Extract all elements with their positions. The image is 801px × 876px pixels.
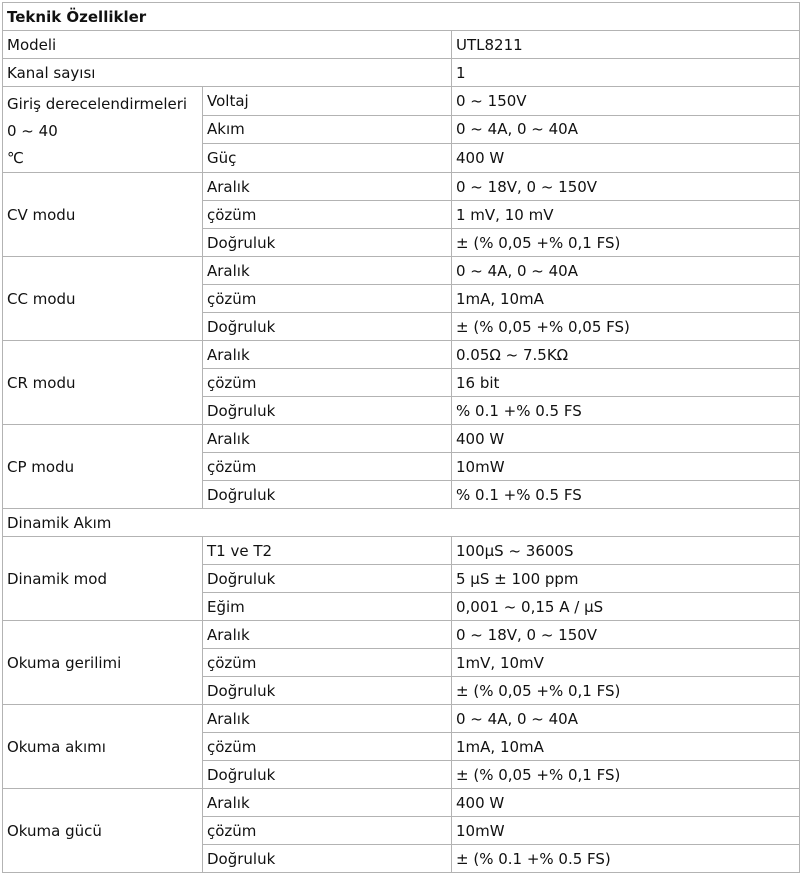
sub-label: Aralık [203, 341, 452, 369]
sub-label: çözüm [203, 201, 452, 229]
table-row [3, 87, 800, 116]
spec-value: 1mA, 10mA [452, 733, 800, 761]
sub-label: Aralık [203, 621, 452, 649]
sub-label: Aralık [203, 425, 452, 453]
spec-value: 1mV, 10mV [452, 649, 800, 677]
read-current-label: Okuma akımı [3, 705, 203, 789]
sub-label: Doğruluk [203, 397, 452, 425]
read-power-label: Okuma gücü [3, 789, 203, 873]
model-row [3, 31, 800, 59]
spec-value: 1 mV, 10 mV [452, 201, 800, 229]
cc-label: CC modu [3, 257, 203, 341]
table-row [3, 705, 800, 733]
title-row [3, 3, 800, 31]
sub-label: Voltaj [203, 87, 452, 116]
read-voltage-label: Okuma gerilimi [3, 621, 203, 705]
spec-value: ± (% 0,05 +% 0,1 FS) [452, 761, 800, 789]
section-row [3, 509, 800, 537]
spec-value: ± (% 0,05 +% 0,1 FS) [452, 229, 800, 257]
channels-value: 1 [452, 59, 800, 87]
spec-value: 0,001 ~ 0,15 A / µS [452, 593, 800, 621]
spec-value: ± (% 0,05 +% 0,1 FS) [452, 677, 800, 705]
sub-label: Doğruluk [203, 229, 452, 257]
sub-label: Eğim [203, 593, 452, 621]
sub-label: Aralık [203, 789, 452, 817]
spec-value: 0 ~ 18V, 0 ~ 150V [452, 173, 800, 201]
sub-label: Doğruluk [203, 565, 452, 593]
cp-label: CP modu [3, 425, 203, 509]
spec-value: 0 ~ 18V, 0 ~ 150V [452, 621, 800, 649]
spec-value: 16 bit [452, 369, 800, 397]
sub-label: Doğruluk [203, 481, 452, 509]
spec-value: 10mW [452, 817, 800, 845]
spec-value: 5 µS ± 100 ppm [452, 565, 800, 593]
spec-value: 0.05Ω ~ 7.5KΩ [452, 341, 800, 369]
sub-label: çözüm [203, 649, 452, 677]
model-label: Modeli [3, 31, 452, 59]
spec-value: 400 W [452, 425, 800, 453]
cr-label: CR modu [3, 341, 203, 425]
sub-label: T1 ve T2 [203, 537, 452, 565]
spec-value: % 0.1 +% 0.5 FS [452, 481, 800, 509]
table-row [3, 341, 800, 369]
sub-label: çözüm [203, 369, 452, 397]
dynamic-section-title: Dinamik Akım [3, 509, 800, 537]
input-ratings-label-line3: ℃ [7, 149, 24, 167]
cv-label: CV modu [3, 173, 203, 257]
spec-value: ± (% 0,05 +% 0,05 FS) [452, 313, 800, 341]
table-row [3, 257, 800, 285]
table-title: Teknik Özellikler [3, 3, 800, 31]
sub-label: Doğruluk [203, 845, 452, 873]
input-ratings-label-line2: 0 ~ 40 [7, 122, 58, 140]
spec-value: 10mW [452, 453, 800, 481]
channels-label: Kanal sayısı [3, 59, 452, 87]
spec-value: 400 W [452, 144, 800, 173]
table-row [3, 621, 800, 649]
spec-value: 0 ~ 4A, 0 ~ 40A [452, 115, 800, 144]
sub-label: Aralık [203, 257, 452, 285]
input-ratings-label-line1: Giriş derecelendirmeleri [7, 95, 188, 113]
spec-value: 400 W [452, 789, 800, 817]
spec-value: ± (% 0.1 +% 0.5 FS) [452, 845, 800, 873]
spec-value: 0 ~ 4A, 0 ~ 40A [452, 705, 800, 733]
sub-label: çözüm [203, 733, 452, 761]
spec-value: 100µS ~ 3600S [452, 537, 800, 565]
sub-label: Doğruluk [203, 761, 452, 789]
dynamic-label: Dinamik mod [3, 537, 203, 621]
input-ratings-label [3, 87, 203, 173]
spec-value: % 0.1 +% 0.5 FS [452, 397, 800, 425]
model-value: UTL8211 [452, 31, 800, 59]
spec-value: 1mA, 10mA [452, 285, 800, 313]
table-row [3, 789, 800, 817]
spec-value: 0 ~ 150V [452, 87, 800, 116]
sub-label: Aralık [203, 705, 452, 733]
sub-label: Doğruluk [203, 313, 452, 341]
sub-label: çözüm [203, 453, 452, 481]
sub-label: Akım [203, 115, 452, 144]
sub-label: çözüm [203, 285, 452, 313]
table-row [3, 537, 800, 565]
sub-label: Doğruluk [203, 677, 452, 705]
spec-table [2, 2, 800, 873]
table-row [3, 425, 800, 453]
spec-value: 0 ~ 4A, 0 ~ 40A [452, 257, 800, 285]
channels-row [3, 59, 800, 87]
sub-label: Aralık [203, 173, 452, 201]
sub-label: Güç [203, 144, 452, 173]
table-row [3, 173, 800, 201]
sub-label: çözüm [203, 817, 452, 845]
